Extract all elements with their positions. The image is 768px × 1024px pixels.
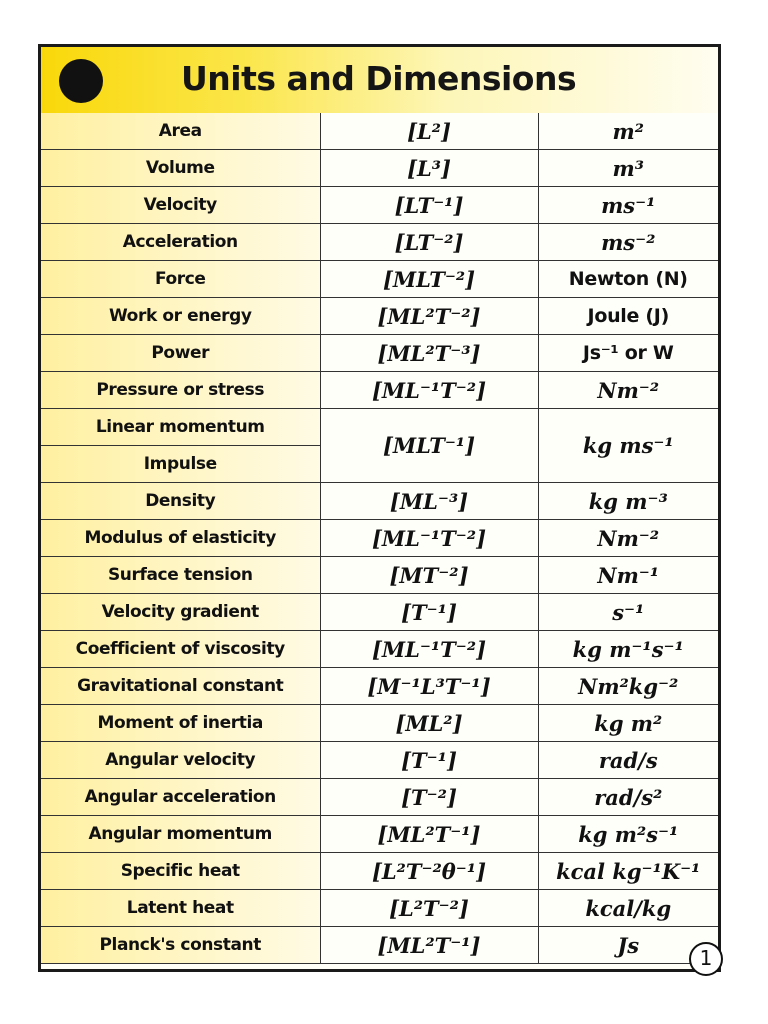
unit-cell: kcal kg⁻¹K⁻¹ [538, 853, 718, 890]
table-row [41, 890, 718, 927]
table-row [41, 409, 718, 446]
quantity-cell: Work or energy [41, 298, 320, 335]
table-row [41, 668, 718, 705]
quantity-cell: Angular acceleration [41, 779, 320, 816]
dimension-cell: [M⁻¹L³T⁻¹] [320, 668, 538, 705]
table-row [41, 742, 718, 779]
quantity-cell: Moment of inertia [41, 705, 320, 742]
quantity-cell: Angular velocity [41, 742, 320, 779]
unit-cell: kg ms⁻¹ [538, 409, 718, 483]
quantity-cell: Velocity [41, 187, 320, 224]
table-row [41, 927, 718, 964]
unit-cell: Nm²kg⁻² [538, 668, 718, 705]
dimension-cell: [ML⁻³] [320, 483, 538, 520]
quantity-cell: Volume [41, 150, 320, 187]
quantity-cell: Angular momentum [41, 816, 320, 853]
unit-cell: kg m²s⁻¹ [538, 816, 718, 853]
table-row [41, 261, 718, 298]
unit-cell: Js⁻¹ or W [538, 335, 718, 372]
dimension-cell: [ML²T⁻¹] [320, 927, 538, 964]
table-row [41, 557, 718, 594]
quantity-cell: Specific heat [41, 853, 320, 890]
quantity-cell: Modulus of elasticity [41, 520, 320, 557]
unit-cell: rad/s² [538, 779, 718, 816]
dimension-cell: [ML²T⁻³] [320, 335, 538, 372]
units-table [41, 113, 718, 964]
unit-cell: Nm⁻¹ [538, 557, 718, 594]
quantity-cell: Force [41, 261, 320, 298]
table-row [41, 631, 718, 668]
dimension-cell: [T⁻¹] [320, 742, 538, 779]
dimension-cell: [L²T⁻²] [320, 890, 538, 927]
unit-cell: rad/s [538, 742, 718, 779]
unit-cell: Js [538, 927, 718, 964]
unit-cell: s⁻¹ [538, 594, 718, 631]
table-row [41, 372, 718, 409]
dimension-cell: [L²T⁻²θ⁻¹] [320, 853, 538, 890]
quantity-cell: Acceleration [41, 224, 320, 261]
unit-cell: kg m⁻³ [538, 483, 718, 520]
table-row [41, 520, 718, 557]
units-card [38, 44, 721, 972]
unit-cell: kg m² [538, 705, 718, 742]
unit-cell: Newton (N) [538, 261, 718, 298]
table-row [41, 335, 718, 372]
table-row [41, 594, 718, 631]
dimension-cell: [MLT⁻²] [320, 261, 538, 298]
quantity-cell: Area [41, 113, 320, 150]
title-bar [41, 47, 718, 115]
table-row [41, 705, 718, 742]
dimension-cell: [ML²] [320, 705, 538, 742]
page-number-badge: 1 [689, 942, 723, 976]
page-title: Units and Dimensions [181, 59, 577, 98]
quantity-cell: Power [41, 335, 320, 372]
table-row [41, 483, 718, 520]
unit-cell: kg m⁻¹s⁻¹ [538, 631, 718, 668]
quantity-cell: Gravitational constant [41, 668, 320, 705]
dimension-cell: [ML⁻¹T⁻²] [320, 631, 538, 668]
dimension-cell: [ML⁻¹T⁻²] [320, 520, 538, 557]
table-row [41, 779, 718, 816]
unit-cell: Joule (J) [538, 298, 718, 335]
table-row [41, 113, 718, 150]
unit-cell: m³ [538, 150, 718, 187]
unit-cell: kcal/kg [538, 890, 718, 927]
table-row [41, 298, 718, 335]
quantity-cell: Surface tension [41, 557, 320, 594]
table-row [41, 853, 718, 890]
table-row [41, 816, 718, 853]
dimension-cell: [T⁻²] [320, 779, 538, 816]
dimension-cell: [ML²T⁻²] [320, 298, 538, 335]
unit-cell: ms⁻¹ [538, 187, 718, 224]
dimension-cell: [T⁻¹] [320, 594, 538, 631]
bullet-dot-icon [59, 59, 103, 103]
quantity-cell: Pressure or stress [41, 372, 320, 409]
quantity-cell: Velocity gradient [41, 594, 320, 631]
dimension-cell: [LT⁻²] [320, 224, 538, 261]
dimension-cell: [L³] [320, 150, 538, 187]
unit-cell: Nm⁻² [538, 372, 718, 409]
quantity-cell: Planck's constant [41, 927, 320, 964]
dimension-cell: [LT⁻¹] [320, 187, 538, 224]
dimension-cell: [ML²T⁻¹] [320, 816, 538, 853]
dimension-cell: [MT⁻²] [320, 557, 538, 594]
table-row [41, 224, 718, 261]
dimension-cell: [ML⁻¹T⁻²] [320, 372, 538, 409]
quantity-cell: Density [41, 483, 320, 520]
unit-cell: Nm⁻² [538, 520, 718, 557]
quantity-cell: Linear momentum [41, 409, 320, 446]
table-row [41, 150, 718, 187]
quantity-cell: Impulse [41, 446, 320, 483]
quantity-cell: Latent heat [41, 890, 320, 927]
table-row [41, 187, 718, 224]
dimension-cell: [L²] [320, 113, 538, 150]
unit-cell: ms⁻² [538, 224, 718, 261]
dimension-cell: [MLT⁻¹] [320, 409, 538, 483]
unit-cell: m² [538, 113, 718, 150]
quantity-cell: Coefficient of viscosity [41, 631, 320, 668]
